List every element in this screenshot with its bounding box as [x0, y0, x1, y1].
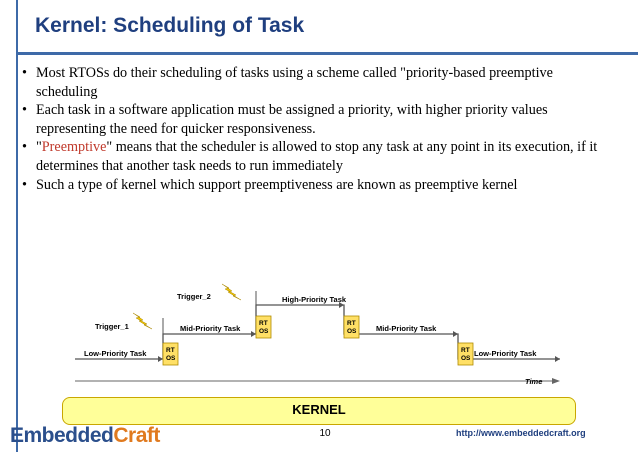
- bullet-item: [22, 101, 612, 138]
- rtos-box: [458, 343, 473, 365]
- trigger-1-label: Trigger_1: [95, 322, 129, 331]
- bullet-text: Most RTOSs do their scheduling of tasks using a scheme called "priority-based preemptive scheduling: [36, 65, 553, 100]
- kernel-label: KERNEL: [292, 402, 346, 417]
- lightning-icon: [133, 313, 152, 329]
- quote-open: ": [36, 139, 42, 156]
- bullet-marker: •: [22, 65, 27, 81]
- rtos-box-text: RT: [259, 320, 268, 327]
- bullet-marker: •: [22, 176, 27, 193]
- rtos-box-text: OS: [461, 355, 471, 362]
- bullet-list: [22, 64, 612, 194]
- task-label-high: High-Priority Task: [282, 295, 347, 304]
- lightning-icon: [222, 284, 241, 300]
- rtos-box-text: RT: [461, 347, 470, 354]
- arrow-head: [251, 331, 256, 337]
- time-label: Time: [525, 377, 543, 386]
- rtos-box-text: RT: [166, 347, 175, 354]
- arrow-head: [453, 331, 458, 337]
- rtos-box-text: OS: [347, 328, 357, 335]
- bullet-item: [22, 64, 612, 101]
- bullet-marker: •: [22, 139, 27, 156]
- footer-url: http://www.embeddedcraft.org: [456, 428, 586, 438]
- task-label-mid-1: Mid-Priority Task: [180, 324, 241, 333]
- bullet-text: Such a type of kernel which support preemptiveness are known as preemptive kernel: [36, 176, 518, 193]
- bullet-text-rest: " means that the scheduler is allowed to stop any task at any point in its execution, if it determines that another task needs to run immediately: [36, 139, 598, 174]
- time-axis-arrowhead: [552, 378, 560, 384]
- rtos-box-text: RT: [347, 320, 356, 327]
- task-label-mid-2: Mid-Priority Task: [376, 324, 437, 333]
- bullet-text: [36, 138, 612, 175]
- preemption-timeline-diagram: [0, 270, 638, 400]
- bullet-marker: •: [22, 102, 27, 119]
- page-number: 10: [319, 428, 331, 439]
- preemptive-emphasis: Preemptive: [41, 139, 107, 156]
- arrow-head: [158, 356, 163, 362]
- title-underline-rule: [16, 52, 638, 55]
- bullet-text: Each task in a software application must be assigned a priority, with higher priority values representing the need for quicker responsiveness.: [36, 102, 548, 137]
- rtos-box: [256, 316, 271, 338]
- rtos-box: [163, 343, 178, 365]
- trigger-2-label: Trigger_2: [177, 292, 211, 301]
- rtos-box-text: OS: [259, 328, 269, 335]
- rtos-box: [344, 316, 359, 338]
- slide-title: Kernel: Scheduling of Task: [35, 14, 305, 37]
- logo-text-accent: Craft: [113, 424, 160, 447]
- task-label-low-2: Low-Priority Task: [474, 349, 537, 358]
- bullet-item: [22, 176, 612, 195]
- task-label-low-1: Low-Priority Task: [84, 349, 147, 358]
- bullet-item: [22, 138, 612, 175]
- embeddedcraft-logo: [10, 424, 160, 448]
- rtos-box-text: OS: [166, 355, 176, 362]
- arrow-head: [555, 356, 560, 362]
- logo-text-main: Embedded: [10, 424, 114, 447]
